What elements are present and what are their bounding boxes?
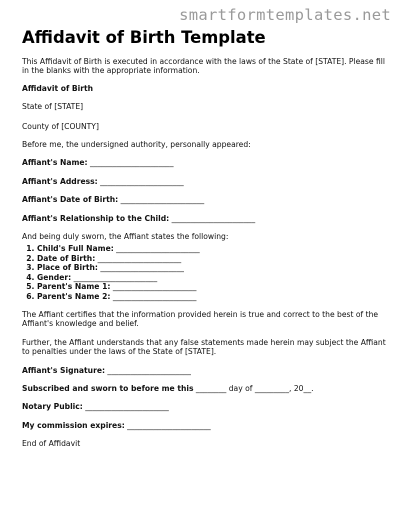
affiant-dob-blank[interactable]: ______________________ <box>118 195 205 205</box>
affiant-dob-label: Affiant's Date of Birth: <box>22 195 119 205</box>
notary-field[interactable] <box>22 402 390 411</box>
affiant-relationship-blank[interactable]: ______________________ <box>169 213 256 223</box>
child-pob-blank[interactable]: ______________________ <box>97 263 184 273</box>
child-dob-blank[interactable]: ______________________ <box>95 253 182 263</box>
subscribed-month-blank[interactable]: _________ <box>254 383 290 393</box>
child-name-label: Child's Full Name: <box>37 244 114 254</box>
affiant-dob-field[interactable] <box>22 195 390 204</box>
sworn-intro: And being duly sworn, the Affiant states the following: <box>22 232 229 242</box>
affidavit-document <box>22 28 390 449</box>
affiant-name-label: Affiant's Name: <box>22 158 88 168</box>
commission-label: My commission expires: <box>22 420 125 430</box>
signature-blank[interactable]: ______________________ <box>105 365 191 375</box>
affiant-relationship-label: Affiant's Relationship to the Child: <box>22 213 170 223</box>
subscribed-end: . <box>311 383 314 393</box>
commission-blank[interactable]: ______________________ <box>124 420 211 430</box>
list-item[interactable] <box>37 292 390 301</box>
further-paragraph: Further, the Affiant understands that any false statements made herein may subject the Affiant to penalties under the laws of the State of [STATE]. <box>22 337 386 357</box>
child-gender-label: Gender: <box>37 272 72 282</box>
list-item[interactable] <box>37 254 390 263</box>
certify-paragraph: The Affiant certifies that the information provided herein is true and correct to the best of the Affiant's knowledge and belief. <box>22 309 379 329</box>
subscribed-day-blank[interactable]: ________ <box>193 383 227 393</box>
affiant-address-blank[interactable]: ______________________ <box>97 176 184 186</box>
list-item[interactable] <box>37 282 390 291</box>
subscribed-label: Subscribed and sworn to before me this <box>22 383 194 393</box>
state-line: State of [STATE] <box>22 102 84 112</box>
parent-1-blank[interactable]: ______________________ <box>110 282 197 292</box>
list-item[interactable] <box>37 263 390 272</box>
parent-2-label: Parent's Name 2: <box>37 291 111 301</box>
site-watermark: smartformtemplates.net <box>179 6 391 24</box>
affiant-name-field[interactable] <box>22 158 390 167</box>
signature-field[interactable] <box>22 366 390 375</box>
subscribed-year-blank[interactable]: __ <box>303 383 312 393</box>
list-item[interactable] <box>37 273 390 282</box>
subscribed-day-text: day of <box>226 383 255 393</box>
end-text: End of Affidavit <box>22 439 81 449</box>
notary-blank[interactable]: ______________________ <box>82 402 169 412</box>
notary-label: Notary Public: <box>22 402 83 412</box>
child-info-list <box>22 244 390 300</box>
child-gender-blank[interactable]: ______________________ <box>71 272 158 282</box>
child-dob-label: Date of Birth: <box>37 253 96 263</box>
list-item[interactable] <box>37 244 390 253</box>
commission-field[interactable] <box>22 421 390 430</box>
signature-label: Affiant's Signature: <box>22 365 106 375</box>
appeared-line: Before me, the undersigned authority, personally appeared: <box>22 140 251 150</box>
affiant-relationship-field[interactable] <box>22 214 390 223</box>
affiant-address-field[interactable] <box>22 177 390 186</box>
parent-2-blank[interactable]: ______________________ <box>110 291 197 301</box>
subscribed-year-text: , 20 <box>289 383 304 393</box>
affiant-address-label: Affiant's Address: <box>22 176 98 186</box>
affiant-name-blank[interactable]: ______________________ <box>87 158 174 168</box>
parent-1-label: Parent's Name 1: <box>37 282 111 292</box>
county-line: County of [COUNTY] <box>22 121 99 131</box>
child-pob-label: Place of Birth: <box>37 263 98 273</box>
subscribed-line <box>22 384 390 393</box>
document-title: Affidavit of Birth Template <box>22 28 266 47</box>
section-heading: Affidavit of Birth <box>22 83 94 93</box>
child-name-blank[interactable]: ______________________ <box>113 244 200 254</box>
intro-paragraph: This Affidavit of Birth is executed in accordance with the laws of the State of [STATE]. Please fill in the blanks with the appropriate information. <box>22 57 385 76</box>
